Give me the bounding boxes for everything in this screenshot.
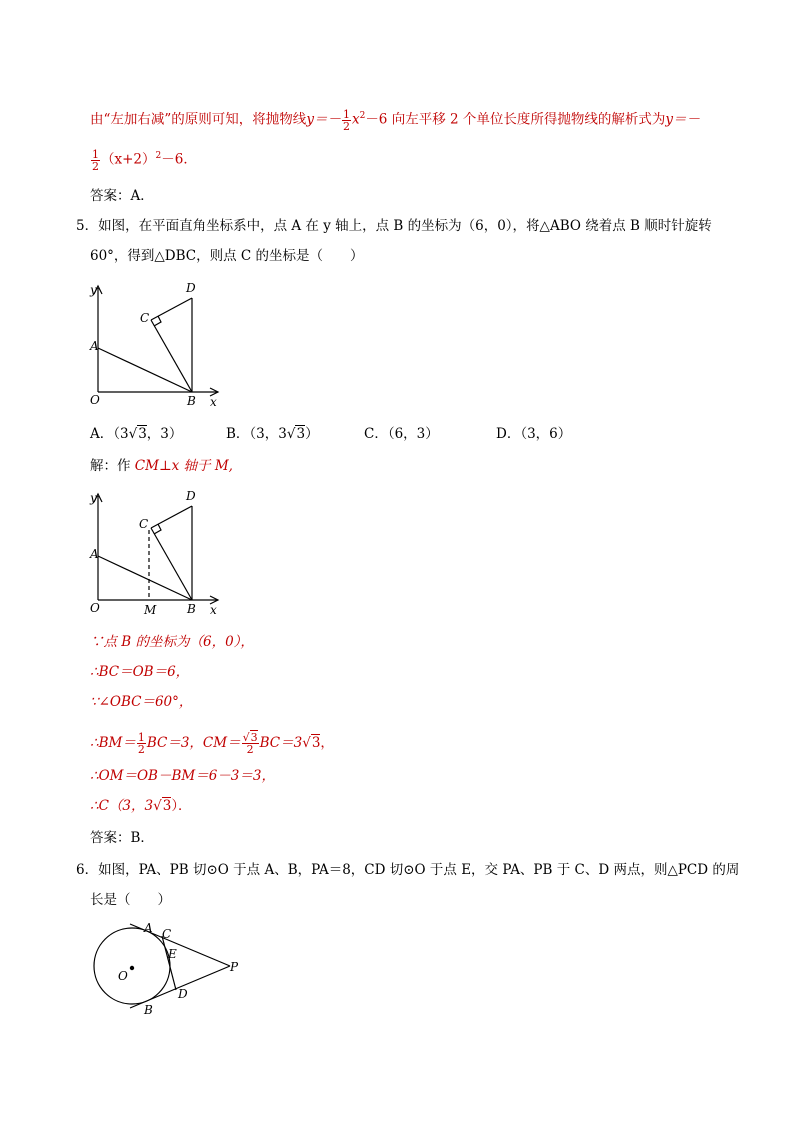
- q5-option-a[interactable]: A．（3√3，3）: [90, 426, 183, 442]
- fig2-label-b: B: [187, 602, 196, 616]
- q4-solution-line1: [90, 106, 700, 132]
- q6-label-p: P: [230, 960, 239, 974]
- fig1-label-a: A: [90, 339, 99, 353]
- fig1-segment-ab: [98, 348, 192, 392]
- q6-label-d: D: [178, 987, 188, 1001]
- fig1-segment-bc: [151, 320, 192, 392]
- q6-label-a: A: [144, 921, 153, 935]
- fig1-label-o: O: [90, 393, 100, 407]
- q6-figure: [90, 918, 260, 1028]
- q6-label-c: C: [162, 927, 172, 941]
- q6-label-o: O: [118, 969, 128, 983]
- fig1-label-b: B: [187, 394, 196, 408]
- q4-eq1-lhs: y＝－: [306, 111, 341, 128]
- q5-step-1: ∵点 B 的坐标为（6，0），: [90, 634, 254, 650]
- fig2-label-x: x: [210, 603, 217, 617]
- fig2-label-c: C: [139, 517, 149, 531]
- q4-eq1-rest: －6 向左平移 2 个单位长度所得抛物线的解析式为: [365, 111, 666, 128]
- fig2-label-m: M: [144, 603, 157, 617]
- fig2-label-d: D: [186, 489, 196, 503]
- q5-answer: 答案：B．: [90, 830, 154, 846]
- q4-eq2-rest: （x+2）: [101, 151, 156, 168]
- q5-step-5: ∴OM＝OB－BM＝6－3＝3，: [90, 768, 275, 784]
- q4-eq2-square: 2: [155, 151, 162, 161]
- q4-fraction-half-2: $\frac{1}{2}$: [92, 147, 99, 173]
- q5-option-d[interactable]: D．（3，6）: [496, 426, 572, 442]
- q6-label-b: B: [144, 1003, 153, 1017]
- q5-step-3: ∵∠OBC＝60°，: [90, 694, 193, 710]
- q5-fraction-root3-over-2: $\frac{√3}{2}$: [242, 731, 258, 756]
- q6-label-e: E: [168, 947, 177, 961]
- q4-eq1-x: x: [351, 111, 360, 128]
- fig1-label-d: D: [186, 281, 196, 295]
- q5-fraction-half: $\frac{1}{2}$: [137, 731, 145, 756]
- fig2-label-o: O: [90, 601, 100, 615]
- q4-answer: 答案：A．: [90, 188, 154, 204]
- q5-step-2: ∴BC＝OB＝6，: [90, 664, 190, 680]
- fig2-segment-cd: [151, 506, 192, 528]
- q6-tangent-cd: [162, 936, 176, 990]
- q5-step-4: ∴BM＝ $\frac{1}{2}$ BC＝3，CM＝ $\frac{√3}{2}$ BC＝3√3，: [90, 731, 334, 756]
- fig1-label-y: y: [90, 283, 97, 297]
- fig1-label-x: x: [210, 395, 217, 409]
- q4-eq1-square: 2: [359, 111, 366, 121]
- q6-stem-line2: 长是（ ）: [90, 892, 171, 908]
- q5-step-6: ∴C（3，3√3）．: [90, 798, 192, 814]
- q4-eq2-lhs: y＝－: [665, 111, 701, 128]
- fig2-segment-bc: [151, 528, 192, 600]
- q5-stem-line1: 5．如图，在平面直角坐标系中，点 A 在 y 轴上，点 B 的坐标为（6，0），将△ABO 绕着点 B 顺时针旋转: [76, 218, 712, 234]
- q5-option-c[interactable]: C．（6，3）: [364, 426, 439, 442]
- q5-stem-line2: 60°，得到△DBC，则点 C 的坐标是（ ）: [90, 248, 364, 264]
- q5-solution-intro: 解：作 CM⊥x 轴于 M,: [90, 458, 233, 474]
- q5-figure2: [86, 488, 226, 618]
- fig2-label-y: y: [90, 491, 97, 505]
- fig2-label-a: A: [90, 547, 99, 561]
- q4-eq2-tail: －6．: [161, 151, 197, 168]
- q6-stem-line1: 6．如图，PA、PB 切⊙O 于点 A、B，PA＝8，CD 切⊙O 于点 E，交 PA、PB 于 C、D 两点，则△PCD 的周: [76, 862, 740, 878]
- q5-option-b[interactable]: B．（3，3√3）: [226, 426, 319, 442]
- fig1-segment-cd: [151, 298, 192, 320]
- q6-center-dot: [130, 966, 134, 970]
- q4-intro-text: 由“左加右减”的原则可知，将抛物线: [90, 111, 307, 128]
- q5-figure1: [86, 280, 226, 410]
- q4-solution-line2: [90, 146, 197, 172]
- fig2-segment-ab: [98, 556, 192, 600]
- q4-fraction-half: $\frac{1}{2}$: [342, 107, 350, 133]
- fig1-label-c: C: [140, 311, 150, 325]
